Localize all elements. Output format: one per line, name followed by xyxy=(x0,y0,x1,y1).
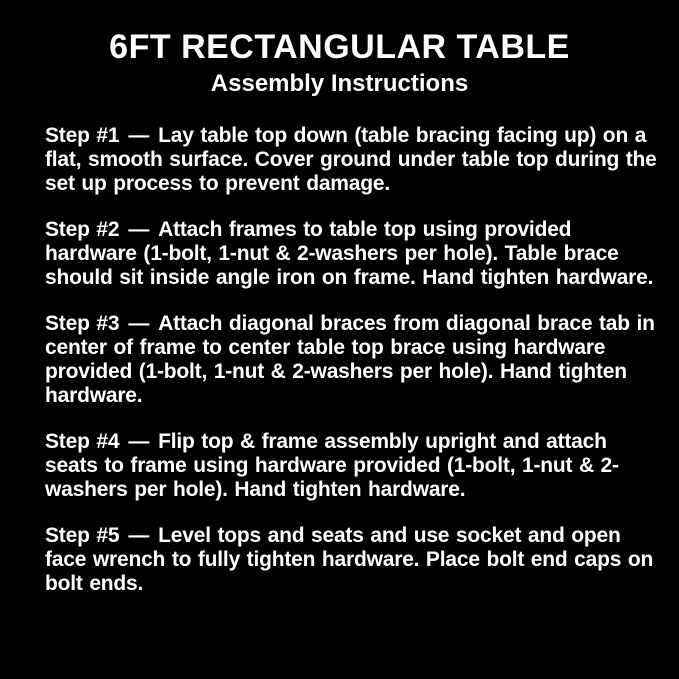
step-3-label: Step #3 xyxy=(45,312,120,335)
steps-list xyxy=(45,124,663,596)
page-subtitle: Assembly Instructions xyxy=(210,70,469,97)
em-dash: — xyxy=(128,312,150,335)
step-4-instruction xyxy=(45,430,663,502)
step-2-body: Attach frames to table top using provided hardware (1-bolt, 1-nut & 2-washers per hole). Table brace should sit inside angle iron on frame. Hand tighten hardware. xyxy=(45,218,654,289)
step-4-body: Flip top & frame assembly upright and attach seats to frame using hardware provided (1-bolt, 1-nut & 2-washers per hole). Hand tighten hardware. xyxy=(45,430,619,501)
step-1-label: Step #1 xyxy=(45,124,120,147)
step-5-label: Step #5 xyxy=(45,524,120,547)
step-2-instruction xyxy=(45,218,663,290)
step-5-body: Level tops and seats and use socket and open face wrench to fully tighten hardware. Place bolt end caps on bolt ends. xyxy=(45,524,654,595)
em-dash: — xyxy=(128,524,150,547)
step-3-instruction xyxy=(45,312,663,408)
step-5-instruction xyxy=(45,524,663,596)
em-dash: — xyxy=(128,218,150,241)
em-dash: — xyxy=(128,430,150,453)
page-title: 6FT RECTANGULAR TABLE xyxy=(109,28,570,66)
step-1-body: Lay table top down (table bracing facing up) on a flat, smooth surface. Cover ground under table top during the set up process to prevent damage. xyxy=(45,124,657,195)
step-2-label: Step #2 xyxy=(45,218,120,241)
step-1-instruction xyxy=(45,124,663,196)
step-3-body: Attach diagonal braces from diagonal brace tab in center of frame to center table top brace using hardware provided (1-bolt, 1-nut & 2-washers per hole). Hand tighten hardware. xyxy=(45,312,655,407)
step-4-label: Step #4 xyxy=(45,430,120,453)
em-dash: — xyxy=(128,124,150,147)
